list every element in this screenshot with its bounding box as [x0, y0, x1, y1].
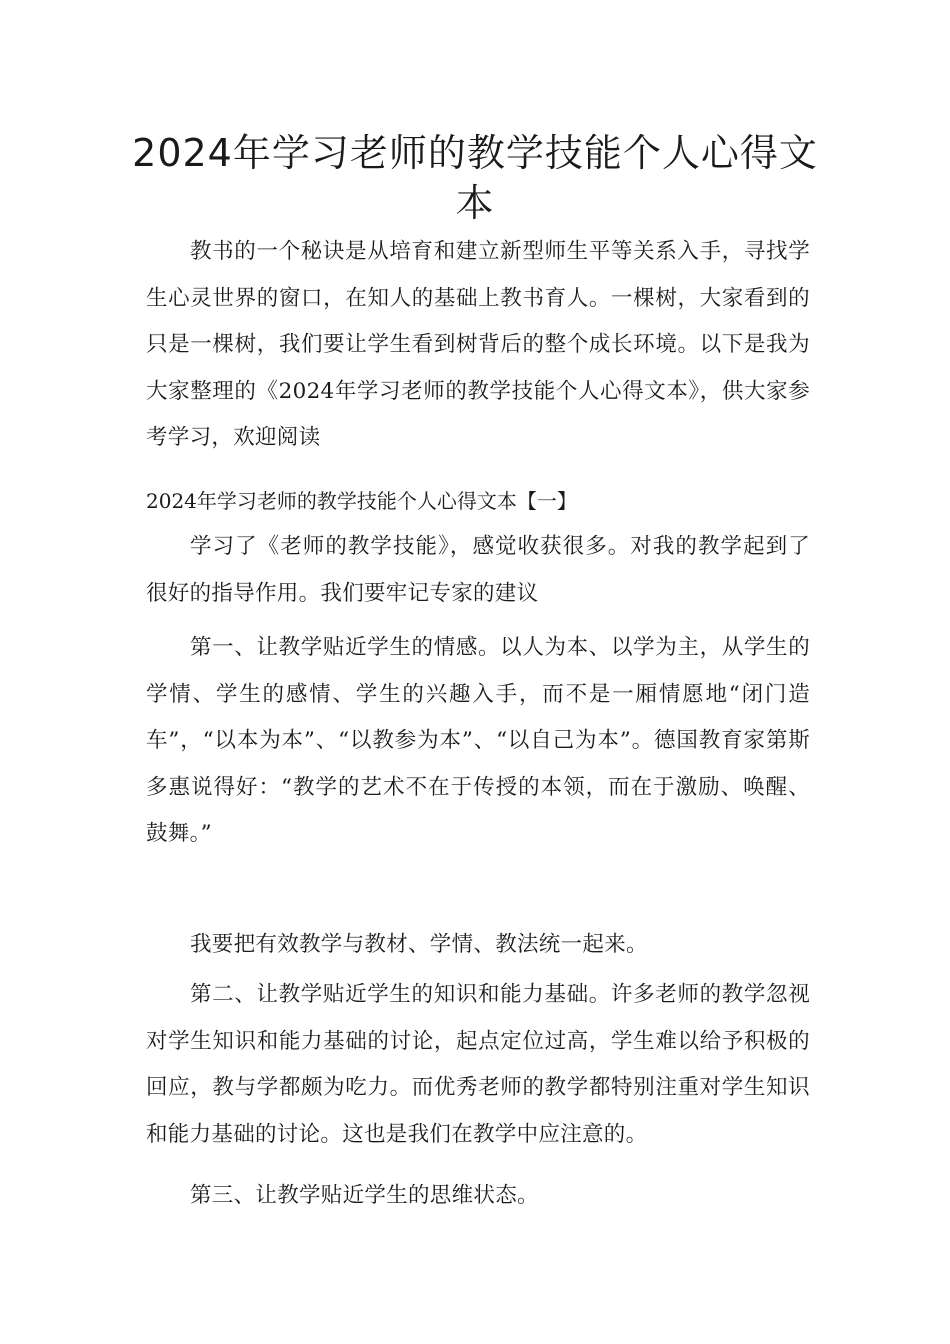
paragraph-4: 第二、让教学贴近学生的知识和能力基础。许多老师的教学忽视对学生知识和能力基础的讨论，起点定位过高，学生难以给予积极的回应，教与学都颇为吃力。而优秀老师的教学都特别注重对学生知识和能力基础的讨论。这也是我们在教学中应注意的。	[146, 982, 810, 1147]
document-title: 2024年学习老师的教学技能个人心得文本	[132, 131, 818, 225]
paragraph-5: 第三、让教学贴近学生的思维状态。	[190, 1183, 539, 1208]
paragraph-1: 学习了《老师的教学技能》，感觉收获很多。对我的教学起到了很好的指导作用。我们要牢记专家的建议	[146, 534, 810, 606]
intro-paragraph: 教书的一个秘诀是从培育和建立新型师生平等关系入手，寻找学生心灵世界的窗口，在知人的基础上教书育人。一棵树，大家看到的只是一棵树，我们要让学生看到树背后的整个成长环境。以下是我为大家整理的《2024年学习老师的教学技能个人心得文本》，供大家参考学习，欢迎阅读	[146, 239, 810, 451]
section-heading: 2024年学习老师的教学技能个人心得文本【一】	[146, 489, 577, 513]
paragraph-3: 我要把有效教学与教材、学情、教法统一起来。	[190, 932, 648, 957]
paragraph-2: 第一、让教学贴近学生的情感。以人为本、以学为主，从学生的学情、学生的感情、学生的兴趣入手，而不是一厢情愿地“闭门造车”，“以本为本”、“以教参为本”、“以自己为本”。德国教育家第斯多惠说得好：“教学的艺术不在于传授的本领，而在于激励、唤醒、鼓舞。”	[146, 635, 810, 847]
